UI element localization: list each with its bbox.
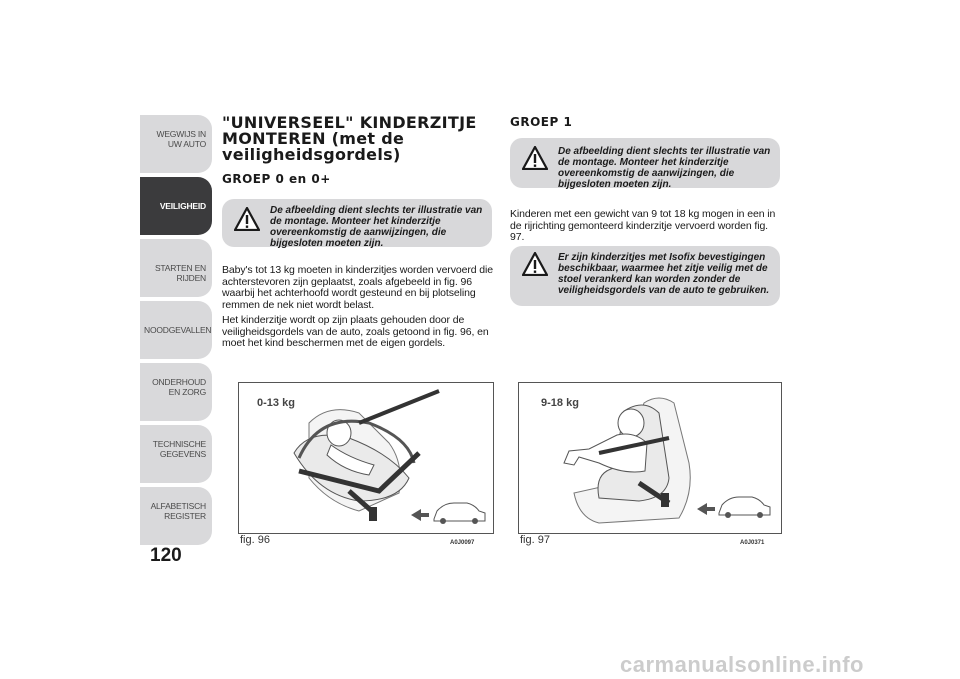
warning-box-left: [222, 199, 492, 247]
warning-icon: [522, 252, 548, 276]
watermark: carmanualsonline.info: [620, 652, 864, 677]
body-text-left: [222, 265, 494, 354]
warning-box-right-2: [510, 246, 780, 306]
tab-starten[interactable]: STARTEN EN RIJDEN: [140, 239, 212, 297]
warning-icon: [234, 207, 260, 231]
figure-weight-label: 0-13 kg: [257, 397, 295, 409]
group-1-heading: GROEP 1: [510, 115, 573, 129]
warning-text-left: De afbeelding dient slechts ter illustratie van de montage. Monteer het kinderzitje overeenkomstig de aanwijzingen, die bijgesloten moeten zijn.: [270, 205, 483, 249]
page-number: 120: [150, 545, 182, 566]
figure-weight-label: 9-18 kg: [541, 397, 579, 409]
warning-icon: [522, 146, 548, 170]
tab-wegwijs[interactable]: WEGWIJS IN UW AUTO: [140, 115, 212, 173]
tab-onderhoud[interactable]: ONDERHOUD EN ZORG: [140, 363, 212, 421]
body-text-right: [510, 209, 782, 248]
figure-caption: fig. 96: [240, 534, 270, 546]
warning-text-right-2: Er zijn kinderzitjes met Isofix bevestigingen beschikbaar, waarmee het zitje veilig met de stoel verankerd kan worden zonder de veiligheidsgordels van de auto te gebruiken.: [558, 252, 770, 296]
warning-text-right-1: De afbeelding dient slechts ter illustratie van de montage. Monteer het kinderzitje overeenkomstig de aanwijzingen, die bijgesloten moeten zijn.: [558, 146, 771, 190]
figure-97: [518, 382, 782, 534]
section-title: "UNIVERSEEL" KINDERZITJE MONTEREN (met de veiligheidsgordels): [222, 113, 477, 164]
tab-noodgevallen[interactable]: NOODGEVALLEN: [140, 301, 212, 359]
figure-code: A0J0097: [450, 540, 475, 546]
paragraph: Kinderen met een gewicht van 9 tot 18 kg mogen in een in de rijrichting gemonteerd kinderzitje vervoerd worden fig. 97.: [510, 208, 776, 243]
paragraph: Baby's tot 13 kg moeten in kinderzitjes worden vervoerd die achterstevoren zijn geplaatst, zoals afgebeeld in fig. 96 waarbij het achterhoofd wordt gesteund en bij plotseling remmen de nek niet wordt belast.: [222, 264, 494, 311]
warning-box-right-1: [510, 138, 780, 188]
paragraph: Het kinderzitje wordt op zijn plaats gehouden door de veiligheidsgordels van de auto, zoals getoond in fig. 96, en moet het kind beschermen met de eigen gordels.: [222, 314, 489, 349]
group-0-heading: GROEP 0 en 0+: [222, 172, 331, 186]
tab-veiligheid[interactable]: VEILIGHEID: [140, 177, 212, 235]
figure-code: A0J0371: [740, 540, 765, 546]
tab-register[interactable]: ALFABETISCH REGISTER: [140, 487, 212, 545]
figure-96: [238, 382, 494, 534]
tab-technische[interactable]: TECHNISCHE GEGEVENS: [140, 425, 212, 483]
figure-caption: fig. 97: [520, 534, 550, 546]
